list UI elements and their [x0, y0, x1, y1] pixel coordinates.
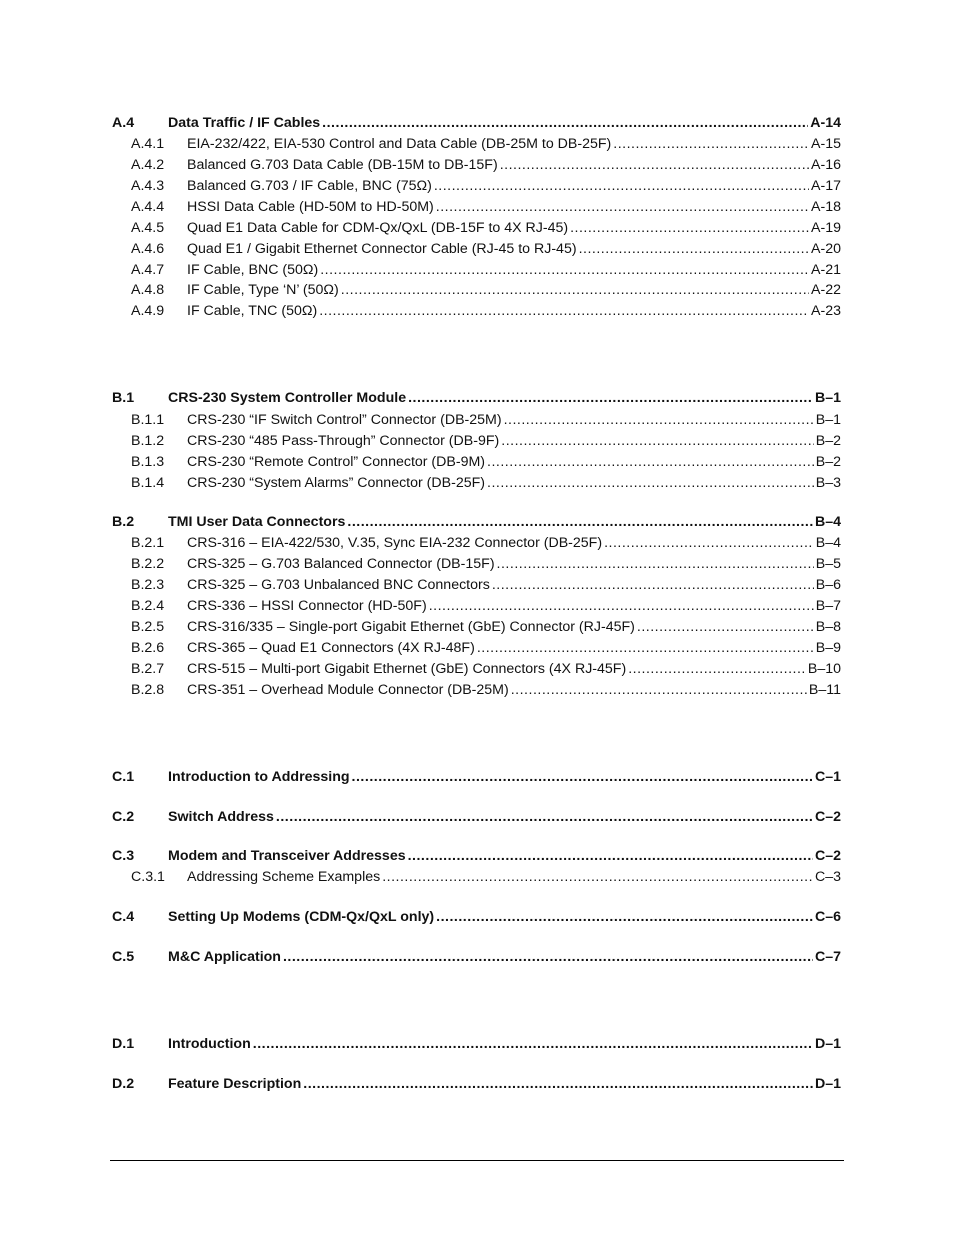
- toc-entry[interactable]: [131, 575, 841, 595]
- toc-entry-title: CRS-316 – EIA-422/530, V.35, Sync EIA-232 Connector (DB-25F): [187, 535, 603, 551]
- toc-entry[interactable]: [131, 452, 841, 472]
- toc-entry-number: B.1.2: [131, 433, 165, 449]
- toc-entry-title: CRS-230 “485 Pass-Through” Connector (DB-9F): [187, 433, 500, 449]
- toc-entry-page: B–4: [814, 514, 841, 530]
- dot-leader: [487, 452, 814, 472]
- dot-leader: [352, 767, 813, 787]
- toc-entry-page: C–7: [814, 949, 841, 965]
- toc-entry-number: A.4.4: [131, 199, 165, 215]
- toc-entry-number: B.2: [112, 514, 135, 530]
- toc-entry-number: B.2.3: [131, 577, 165, 593]
- toc-entry[interactable]: [131, 680, 841, 700]
- toc-entry-number: B.2.8: [131, 682, 165, 698]
- dot-leader: [319, 301, 809, 321]
- toc-entry-page: A-17: [811, 178, 841, 194]
- toc-entry-title: Introduction: [168, 1036, 251, 1052]
- toc-entry[interactable]: [112, 113, 841, 133]
- dot-leader: [276, 807, 813, 827]
- dot-leader: [303, 1074, 813, 1094]
- toc-entry-number: B.2.6: [131, 640, 165, 656]
- toc-entry-page: B–2: [815, 433, 841, 449]
- dot-leader: [253, 1034, 813, 1054]
- toc-entry-page: A-18: [811, 199, 841, 215]
- toc-entry-page: C–2: [814, 848, 841, 864]
- toc-entry-title: IF Cable, Type ‘N’ (50Ω): [187, 282, 339, 298]
- toc-entry-number: A.4.7: [131, 262, 165, 278]
- toc-entry-page: C–2: [814, 809, 841, 825]
- toc-entry[interactable]: [131, 176, 841, 196]
- dot-leader: [429, 596, 814, 616]
- toc-entry-page: A-23: [811, 303, 841, 319]
- toc-entry-number: D.1: [112, 1036, 135, 1052]
- toc-entry-number: A.4: [112, 115, 135, 131]
- dot-leader: [579, 239, 809, 259]
- toc-entry-number: C.3.1: [131, 869, 165, 885]
- toc-entry-title: IF Cable, BNC (50Ω): [187, 262, 319, 278]
- toc-entry[interactable]: [131, 638, 841, 658]
- toc-entry-number: B.2.7: [131, 661, 165, 677]
- toc-entry-page: B–1: [815, 412, 841, 428]
- toc-entry-page: C–6: [814, 909, 841, 925]
- dot-leader: [637, 617, 814, 637]
- toc-entry[interactable]: [112, 846, 841, 866]
- toc-entry-page: C–3: [814, 869, 841, 885]
- toc-entry-number: C.2: [112, 809, 135, 825]
- toc-entry-number: B.1: [112, 390, 135, 406]
- dot-leader: [628, 659, 806, 679]
- toc-entry[interactable]: [112, 512, 841, 532]
- toc-entry[interactable]: [112, 1074, 841, 1094]
- dot-leader: [511, 680, 807, 700]
- toc-entry-number: C.4: [112, 909, 135, 925]
- toc-entry-title: CRS-336 – HSSI Connector (HD-50F): [187, 598, 427, 614]
- dot-leader: [500, 155, 809, 175]
- toc-entry-number: A.4.9: [131, 303, 165, 319]
- toc-entry-title: TMI User Data Connectors: [168, 514, 346, 530]
- toc-entry-page: B–5: [815, 556, 841, 572]
- toc-entry[interactable]: [131, 596, 841, 616]
- toc-entry-number: C.5: [112, 949, 135, 965]
- toc-entry-page: B–7: [815, 598, 841, 614]
- dot-leader: [408, 388, 813, 408]
- toc-entry[interactable]: [131, 239, 841, 259]
- toc-entry-number: B.1.3: [131, 454, 165, 470]
- toc-entry[interactable]: [112, 1034, 841, 1054]
- dot-leader: [436, 197, 809, 217]
- toc-entry-title: CRS-365 – Quad E1 Connectors (4X RJ-48F): [187, 640, 475, 656]
- toc-entry-page: D–1: [814, 1076, 841, 1092]
- dot-leader: [320, 260, 809, 280]
- toc-entry-title: Balanced G.703 / IF Cable, BNC (75Ω): [187, 178, 432, 194]
- toc-entry[interactable]: [112, 947, 841, 967]
- toc-entry-number: D.2: [112, 1076, 135, 1092]
- toc-entry[interactable]: [112, 807, 841, 827]
- toc-entry[interactable]: [131, 197, 841, 217]
- toc-entry-number: A.4.5: [131, 220, 165, 236]
- toc-entry-page: A-21: [811, 262, 841, 278]
- toc-entry-number: B.2.2: [131, 556, 165, 572]
- toc-entry-title: CRS-316/335 – Single-port Gigabit Ethernet (GbE) Connector (RJ-45F): [187, 619, 635, 635]
- dot-leader: [604, 533, 814, 553]
- toc-entry-title: Setting Up Modems (CDM-Qx/QxL only): [168, 909, 435, 925]
- dot-leader: [434, 176, 809, 196]
- toc-entry-title: CRS-230 “IF Switch Control” Connector (DB-25M): [187, 412, 502, 428]
- toc-entry[interactable]: [131, 867, 841, 887]
- toc-entry-page: B–2: [815, 454, 841, 470]
- toc-entry-title: CRS-230 System Controller Module: [168, 390, 407, 406]
- toc-entry-number: A.4.3: [131, 178, 165, 194]
- toc-entry-title: CRS-351 – Overhead Module Connector (DB-25M): [187, 682, 509, 698]
- dot-leader: [341, 280, 809, 300]
- toc-entry-number: C.1: [112, 769, 135, 785]
- toc-entry-number: A.4.6: [131, 241, 165, 257]
- dot-leader: [347, 512, 813, 532]
- toc-entry-page: B–10: [807, 661, 841, 677]
- dot-leader: [501, 431, 814, 451]
- toc-entry-number: B.1.4: [131, 475, 165, 491]
- toc-entry-page: B–4: [815, 535, 841, 551]
- toc-entry-title: Addressing Scheme Examples: [187, 869, 381, 885]
- dot-leader: [322, 113, 808, 133]
- toc-entry-number: A.4.2: [131, 157, 165, 173]
- toc-entry[interactable]: [112, 767, 841, 787]
- toc-entry[interactable]: [131, 301, 841, 321]
- toc-entry[interactable]: [131, 431, 841, 451]
- toc-entry[interactable]: [131, 659, 841, 679]
- toc-entry-number: B.1.1: [131, 412, 165, 428]
- toc-entry-page: B–6: [815, 577, 841, 593]
- toc-entry-page: A-14: [810, 115, 841, 131]
- toc-entry[interactable]: [131, 134, 841, 154]
- toc-entry-title: Quad E1 Data Cable for CDM-Qx/QxL (DB-15F to 4X RJ-45): [187, 220, 569, 236]
- toc-entry-title: CRS-325 – G.703 Unbalanced BNC Connectors: [187, 577, 490, 593]
- dot-leader: [497, 554, 814, 574]
- toc-entry-title: EIA-232/422, EIA-530 Control and Data Cable (DB-25M to DB-25F): [187, 136, 612, 152]
- toc-entry-title: CRS-515 – Multi-port Gigabit Ethernet (GbE) Connectors (4X RJ-45F): [187, 661, 627, 677]
- toc-entry[interactable]: [112, 907, 841, 927]
- toc-entry-page: A-20: [811, 241, 841, 257]
- toc-entry[interactable]: [131, 554, 841, 574]
- toc-entry-number: A.4.1: [131, 136, 165, 152]
- toc-entry-title: M&C Application: [168, 949, 281, 965]
- toc-entry-number: B.2.1: [131, 535, 165, 551]
- toc-entry-page: A-16: [811, 157, 841, 173]
- toc-entry-page: B–3: [815, 475, 841, 491]
- toc-entry-page: A-15: [811, 136, 841, 152]
- toc-entry[interactable]: [131, 260, 841, 280]
- toc-entry-title: Introduction to Addressing: [168, 769, 350, 785]
- toc-entry-title: Feature Description: [168, 1076, 302, 1092]
- dot-leader: [436, 907, 813, 927]
- dot-leader: [408, 846, 813, 866]
- toc-entry[interactable]: [131, 155, 841, 175]
- toc-entry-title: IF Cable, TNC (50Ω): [187, 303, 318, 319]
- toc-entry-page: B–1: [814, 390, 841, 406]
- toc-entry[interactable]: [131, 218, 841, 238]
- toc-entry[interactable]: [112, 388, 841, 408]
- dot-leader: [504, 410, 814, 430]
- dot-leader: [613, 134, 809, 154]
- footer-rule: [110, 1160, 844, 1161]
- dot-leader: [477, 638, 814, 658]
- toc-entry-page: C–1: [814, 769, 841, 785]
- dot-leader: [382, 867, 813, 887]
- toc-entry[interactable]: [131, 280, 841, 300]
- toc-entry-title: Switch Address: [168, 809, 274, 825]
- toc-entry-page: D–1: [814, 1036, 841, 1052]
- dot-leader: [492, 575, 814, 595]
- toc-entry-title: HSSI Data Cable (HD-50M to HD-50M): [187, 199, 434, 215]
- toc-entry-number: A.4.8: [131, 282, 165, 298]
- toc-entry[interactable]: [131, 617, 841, 637]
- toc-entry[interactable]: [131, 533, 841, 553]
- toc-entry-page: A-22: [811, 282, 841, 298]
- toc-entry-page: B–9: [815, 640, 841, 656]
- toc-entry-page: B–11: [808, 682, 841, 698]
- toc-entry-title: CRS-230 “System Alarms” Connector (DB-25F): [187, 475, 486, 491]
- dot-leader: [570, 218, 809, 238]
- dot-leader: [487, 473, 814, 493]
- toc-entry-number: B.2.5: [131, 619, 165, 635]
- toc-entry-number: B.2.4: [131, 598, 165, 614]
- toc-entry-number: C.3: [112, 848, 135, 864]
- toc-entry-title: Data Traffic / IF Cables: [168, 115, 321, 131]
- toc-entry[interactable]: [131, 473, 841, 493]
- toc-entry-title: Balanced G.703 Data Cable (DB-15M to DB-15F): [187, 157, 498, 173]
- toc-entry-page: A-19: [811, 220, 841, 236]
- toc-entry-page: B–8: [815, 619, 841, 635]
- toc-entry[interactable]: [131, 410, 841, 430]
- toc-entry-title: Quad E1 / Gigabit Ethernet Connector Cable (RJ-45 to RJ-45): [187, 241, 577, 257]
- dot-leader: [283, 947, 813, 967]
- toc-entry-title: Modem and Transceiver Addresses: [168, 848, 406, 864]
- toc-entry-title: CRS-325 – G.703 Balanced Connector (DB-15F): [187, 556, 495, 572]
- toc-entry-title: CRS-230 “Remote Control” Connector (DB-9M): [187, 454, 486, 470]
